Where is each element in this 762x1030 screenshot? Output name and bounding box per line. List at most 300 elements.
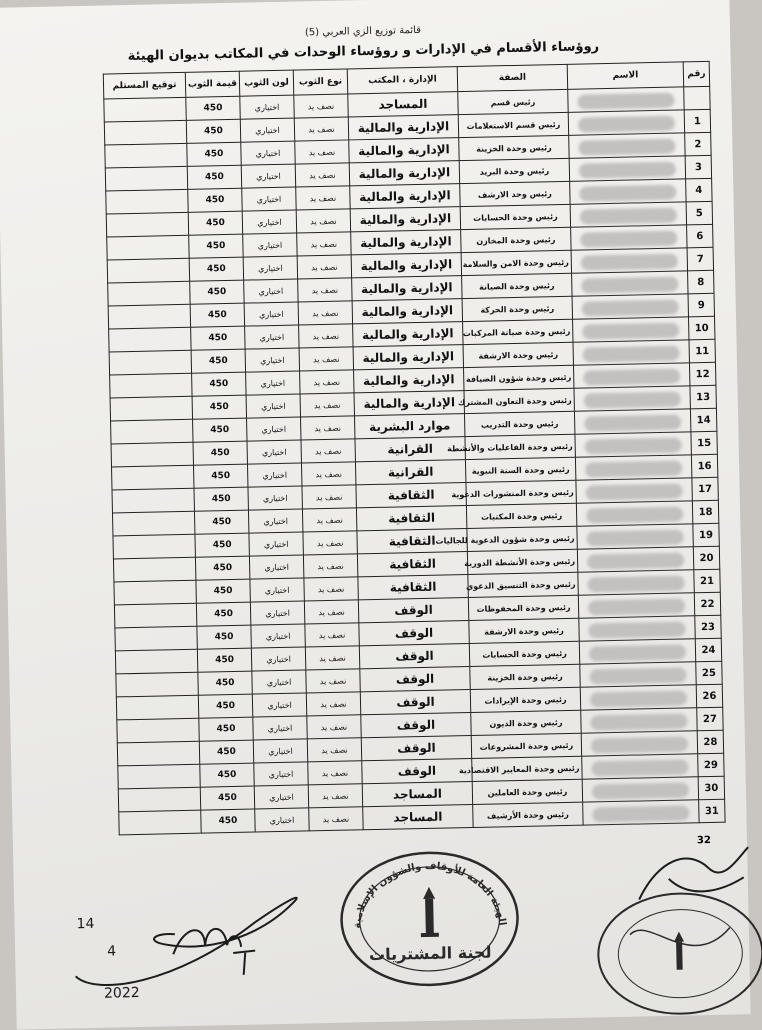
row-name-redacted xyxy=(581,708,697,733)
minaret-icon xyxy=(674,932,685,970)
row-number: 27 xyxy=(697,707,723,731)
redaction-blur xyxy=(589,644,687,661)
row-department: الإدارية والمالية xyxy=(353,322,463,347)
row-receiver-signature xyxy=(106,189,188,214)
row-department: الإدارية والمالية xyxy=(350,207,460,232)
row-garment-value: 450 xyxy=(192,395,246,419)
header-name: الاسم xyxy=(567,62,683,89)
row-garment-color: اختياري xyxy=(250,601,304,625)
row-title: رئيس قسم الاستعلامات xyxy=(458,112,568,137)
redaction-blur xyxy=(590,736,688,753)
row-garment-color: اختياري xyxy=(255,808,309,832)
redaction-blur xyxy=(592,805,690,822)
row-name-redacted xyxy=(577,547,693,572)
row-receiver-signature xyxy=(116,672,198,697)
row-department: الثقافية xyxy=(356,483,466,508)
row-title: رئيس وحدة البريد xyxy=(459,158,569,183)
row-receiver-signature xyxy=(110,396,192,421)
row-department: القرانية xyxy=(355,460,465,485)
row-title: رئيس وحدة صيانة المركبات xyxy=(463,319,573,344)
row-number: 14 xyxy=(690,408,716,432)
row-receiver-signature xyxy=(113,534,195,559)
row-garment-value: 450 xyxy=(186,119,240,143)
row-department: الثقافية xyxy=(356,506,466,531)
row-department: الإدارية والمالية xyxy=(349,161,459,186)
row-garment-value: 450 xyxy=(187,165,241,189)
row-name-redacted xyxy=(576,478,692,503)
row-garment-color: اختياري xyxy=(247,417,301,441)
row-title: رئيس وحدة الحسابات xyxy=(469,641,579,666)
row-garment-type: نصف يد xyxy=(297,232,351,256)
stamp-ring-text: الهيئة العامة للأوقاف والشؤون الإسلامية xyxy=(351,860,508,930)
row-number: 17 xyxy=(692,477,718,501)
row-garment-value: 450 xyxy=(200,763,254,787)
row-name-redacted xyxy=(577,524,693,549)
row-name-redacted xyxy=(574,409,690,434)
row-receiver-signature xyxy=(105,143,187,168)
row-receiver-signature xyxy=(112,511,194,536)
redaction-blur xyxy=(581,299,679,316)
row-receiver-signature xyxy=(104,120,186,145)
distribution-table xyxy=(103,61,726,836)
redaction-blur xyxy=(585,483,683,500)
row-garment-color: اختياري xyxy=(241,141,295,165)
row-receiver-signature xyxy=(107,235,189,260)
row-department: الوقف xyxy=(361,712,471,737)
last-row-number: 32 xyxy=(696,834,712,847)
row-name-redacted xyxy=(576,501,692,526)
row-title: رئيس وحدة الحسابات xyxy=(460,204,570,229)
redaction-blur xyxy=(580,253,678,270)
row-number: 23 xyxy=(695,615,721,639)
row-title: رئيس وحدة الفاعليات والأنشطة xyxy=(465,434,575,459)
row-title: رئيس وحدة المنشورات الدعوية xyxy=(466,480,576,505)
row-department: المساجد xyxy=(362,781,472,806)
row-garment-color: اختياري xyxy=(247,440,301,464)
row-department: الإدارية والمالية xyxy=(354,391,464,416)
row-garment-type: نصف يد xyxy=(295,140,349,164)
row-title: رئيس وحدة التعاون المشترك xyxy=(464,388,574,413)
row-department: المساجد xyxy=(348,92,458,117)
row-title: رئيس وحدة شؤون الدعوية للجاليات xyxy=(467,526,577,551)
row-name-redacted xyxy=(572,271,688,296)
row-garment-color: اختياري xyxy=(246,394,300,418)
row-garment-color: اختياري xyxy=(240,95,294,119)
list-number: قائمة توزيع الزي العربي (5) xyxy=(304,24,422,39)
signature-date-day: 14 xyxy=(76,915,95,933)
row-garment-value: 450 xyxy=(195,533,249,557)
row-receiver-signature xyxy=(110,373,192,398)
row-name-redacted xyxy=(581,731,697,756)
row-garment-type: نصف يد xyxy=(307,738,361,762)
redaction-blur xyxy=(578,161,676,178)
handwritten-signature xyxy=(54,881,326,1007)
row-garment-type: نصف يد xyxy=(294,117,348,141)
row-garment-color: اختياري xyxy=(245,325,299,349)
row-name-redacted xyxy=(583,800,699,825)
row-garment-type: نصف يد xyxy=(301,416,355,440)
row-department: الإدارية والمالية xyxy=(352,276,462,301)
row-name-redacted xyxy=(569,133,685,158)
row-title: رئيس وحدة المخازن xyxy=(461,227,571,252)
row-department: المساجد xyxy=(363,804,473,829)
row-department: القرانية xyxy=(355,437,465,462)
row-receiver-signature xyxy=(114,580,196,605)
row-garment-color: اختياري xyxy=(240,118,294,142)
row-name-redacted xyxy=(574,386,690,411)
row-receiver-signature xyxy=(107,258,189,283)
row-department: الوقف xyxy=(360,667,470,692)
row-garment-color: اختياري xyxy=(254,785,308,809)
header-garment-color: لون الثوب xyxy=(239,70,294,96)
row-department: الإدارية والمالية xyxy=(351,253,461,278)
minaret-icon xyxy=(420,887,439,937)
row-number: 22 xyxy=(694,592,720,616)
row-receiver-signature xyxy=(114,603,196,628)
row-title: رئيس وحدة الارشفة xyxy=(463,342,573,367)
row-garment-value: 450 xyxy=(194,510,248,534)
row-garment-value: 450 xyxy=(186,96,240,120)
row-garment-type: نصف يد xyxy=(304,600,358,624)
row-garment-color: اختياري xyxy=(244,279,298,303)
row-department: الوقف xyxy=(359,644,469,669)
redaction-blur xyxy=(578,138,676,155)
row-garment-color: اختياري xyxy=(249,555,303,579)
row-title: رئيس وحدة الخزينة xyxy=(459,135,569,160)
redaction-blur xyxy=(588,621,686,638)
row-garment-type: نصف يد xyxy=(301,439,355,463)
row-garment-color: اختياري xyxy=(243,256,297,280)
row-title: رئيس وحدة الخزينة xyxy=(470,664,580,689)
row-number: 25 xyxy=(696,661,722,685)
row-name-redacted xyxy=(573,363,689,388)
row-number: 9 xyxy=(688,293,714,317)
redaction-blur xyxy=(589,690,687,707)
row-garment-color: اختياري xyxy=(243,233,297,257)
row-receiver-signature xyxy=(109,350,191,375)
row-garment-color: اختياري xyxy=(247,463,301,487)
row-title: رئيس وحدة الأنشطة الدورية xyxy=(467,549,577,574)
row-receiver-signature xyxy=(113,557,195,582)
header-garment-value: قيمة الثوب xyxy=(185,71,240,97)
row-number: 18 xyxy=(692,500,718,524)
row-number: 24 xyxy=(695,638,721,662)
redaction-blur xyxy=(585,460,683,477)
row-garment-value: 450 xyxy=(198,694,252,718)
row-garment-value: 450 xyxy=(187,142,241,166)
row-garment-color: اختياري xyxy=(254,762,308,786)
row-garment-value: 450 xyxy=(189,257,243,281)
row-garment-color: اختياري xyxy=(249,532,303,556)
row-name-redacted xyxy=(570,179,686,204)
row-number: 10 xyxy=(689,316,715,340)
row-garment-type: نصف يد xyxy=(302,485,356,509)
row-garment-type: نصف يد xyxy=(299,324,353,348)
row-name-redacted xyxy=(569,156,685,181)
row-garment-type: نصف يد xyxy=(299,347,353,371)
row-name-redacted xyxy=(580,685,696,710)
row-garment-value: 450 xyxy=(199,740,253,764)
row-garment-value: 450 xyxy=(190,280,244,304)
row-receiver-signature xyxy=(119,810,201,835)
row-name-redacted xyxy=(582,754,698,779)
row-garment-value: 450 xyxy=(201,809,255,833)
stamp-text: لجنة المشتريات xyxy=(368,942,492,965)
row-garment-type: نصف يد xyxy=(301,462,355,486)
row-receiver-signature xyxy=(108,281,190,306)
row-garment-type: نصف يد xyxy=(308,761,362,785)
row-name-redacted xyxy=(573,340,689,365)
row-name-redacted xyxy=(568,110,684,135)
signature-date-year: 2022 xyxy=(103,984,140,1002)
redaction-blur xyxy=(579,184,677,201)
redaction-blur xyxy=(586,506,684,523)
row-receiver-signature xyxy=(108,304,190,329)
row-receiver-signature xyxy=(115,649,197,674)
row-department: الوقف xyxy=(359,621,469,646)
row-title: رئيس وحدة الارشفة xyxy=(469,618,579,643)
row-number: 6 xyxy=(687,224,713,248)
row-receiver-signature xyxy=(105,166,187,191)
row-receiver-signature xyxy=(115,626,197,651)
row-department: الإدارية والمالية xyxy=(349,138,459,163)
row-title: رئيس وحدة الأرشيف xyxy=(473,802,583,827)
row-garment-type: نصف يد xyxy=(302,508,356,532)
row-garment-type: نصف يد xyxy=(298,278,352,302)
row-number: 1 xyxy=(684,109,710,133)
row-garment-type: نصف يد xyxy=(309,807,363,831)
row-garment-type: نصف يد xyxy=(296,209,350,233)
row-garment-type: نصف يد xyxy=(298,301,352,325)
row-department: الإدارية والمالية xyxy=(353,345,463,370)
redaction-blur xyxy=(577,115,675,132)
row-garment-type: نصف يد xyxy=(303,531,357,555)
row-garment-type: نصف يد xyxy=(305,646,359,670)
row-title: رئيس وحدة التدريب xyxy=(464,411,574,436)
row-name-redacted xyxy=(573,317,689,342)
row-receiver-signature xyxy=(109,327,191,352)
header-department: الإدارة ، المكتب xyxy=(347,67,457,94)
row-garment-value: 450 xyxy=(198,671,252,695)
row-garment-value: 450 xyxy=(193,441,247,465)
row-garment-color: اختياري xyxy=(251,647,305,671)
row-name-redacted xyxy=(580,662,696,687)
row-garment-type: نصف يد xyxy=(300,370,354,394)
row-number: 2 xyxy=(685,132,711,156)
row-name-redacted xyxy=(568,87,684,112)
row-number: 3 xyxy=(685,155,711,179)
row-receiver-signature xyxy=(104,97,186,122)
redaction-blur xyxy=(591,782,689,799)
row-name-redacted xyxy=(579,616,695,641)
header-garment-type: نوع الثوب xyxy=(293,69,348,95)
row-title: رئيس وحد الارشف xyxy=(460,181,570,206)
row-garment-color: اختياري xyxy=(245,348,299,372)
row-department: الثقافية xyxy=(357,552,467,577)
row-garment-type: نصف يد xyxy=(295,163,349,187)
redaction-blur xyxy=(577,92,675,109)
row-garment-value: 450 xyxy=(193,418,247,442)
row-department: الثقافية xyxy=(358,575,468,600)
redaction-blur xyxy=(589,667,687,684)
row-garment-value: 450 xyxy=(197,648,251,672)
row-title: رئيس وحدة العاملين xyxy=(472,779,582,804)
row-name-redacted xyxy=(579,639,695,664)
row-name-redacted xyxy=(578,570,694,595)
row-garment-color: اختياري xyxy=(242,187,296,211)
row-garment-type: نصف يد xyxy=(305,623,359,647)
row-garment-type: نصف يد xyxy=(296,186,350,210)
row-garment-value: 450 xyxy=(192,372,246,396)
row-number: 30 xyxy=(698,776,724,800)
row-receiver-signature xyxy=(111,442,193,467)
row-number xyxy=(684,86,710,110)
row-name-redacted xyxy=(578,593,694,618)
row-name-redacted xyxy=(571,248,687,273)
row-receiver-signature xyxy=(112,465,194,490)
row-department: الإدارية والمالية xyxy=(354,368,464,393)
row-number: 4 xyxy=(686,178,712,202)
row-number: 19 xyxy=(693,523,719,547)
row-department: الإدارية والمالية xyxy=(352,299,462,324)
redaction-blur xyxy=(587,552,685,569)
redaction-blur xyxy=(579,207,677,224)
row-number: 29 xyxy=(698,753,724,777)
row-department: الإدارية والمالية xyxy=(350,184,460,209)
redaction-blur xyxy=(582,322,680,339)
row-title: رئيس وحدة التنسيق الدعوي xyxy=(468,572,578,597)
row-garment-color: اختياري xyxy=(244,302,298,326)
redaction-blur xyxy=(590,713,688,730)
row-number: 28 xyxy=(697,730,723,754)
row-title: رئيس وحدة الصيانة xyxy=(462,273,572,298)
row-title: رئيس وحدة الامن والسلامة xyxy=(461,250,571,275)
row-number: 5 xyxy=(686,201,712,225)
row-garment-type: نصف يد xyxy=(294,94,348,118)
row-garment-type: نصف يد xyxy=(297,255,351,279)
row-number: 26 xyxy=(696,684,722,708)
redaction-blur xyxy=(580,230,678,247)
row-number: 15 xyxy=(691,431,717,455)
row-name-redacted xyxy=(575,455,691,480)
row-name-redacted xyxy=(582,777,698,802)
row-title: رئيس وحدة الديون xyxy=(471,710,581,735)
row-title: رئيس وحدة السنة النبوية xyxy=(465,457,575,482)
row-name-redacted xyxy=(570,202,686,227)
row-receiver-signature xyxy=(116,695,198,720)
row-department: الثقافية xyxy=(357,529,467,554)
row-garment-type: نصف يد xyxy=(303,554,357,578)
row-garment-type: نصف يد xyxy=(306,669,360,693)
row-receiver-signature xyxy=(117,718,199,743)
row-number: 7 xyxy=(687,247,713,271)
row-garment-color: اختياري xyxy=(241,164,295,188)
row-garment-value: 450 xyxy=(196,602,250,626)
table-body xyxy=(104,86,725,835)
row-title: رئيس وحدة الإيرادات xyxy=(470,687,580,712)
row-title: رئيس قسم xyxy=(458,89,568,114)
row-receiver-signature xyxy=(111,419,193,444)
row-number: 13 xyxy=(690,385,716,409)
row-garment-type: نصف يد xyxy=(308,784,362,808)
row-garment-type: نصف يد xyxy=(306,692,360,716)
row-title: رئيس وحدة المشروعات xyxy=(471,733,581,758)
row-title: رئيس وحدة المعايير الاقتصادية xyxy=(472,756,582,781)
row-garment-value: 450 xyxy=(196,579,250,603)
row-department: الوقف xyxy=(362,758,472,783)
row-number: 31 xyxy=(699,799,725,823)
row-garment-color: اختياري xyxy=(248,509,302,533)
row-garment-value: 450 xyxy=(200,786,254,810)
redaction-blur xyxy=(586,529,684,546)
row-garment-color: اختياري xyxy=(251,624,305,648)
row-garment-value: 450 xyxy=(194,487,248,511)
row-garment-value: 450 xyxy=(190,303,244,327)
row-department: الإدارية والمالية xyxy=(348,115,458,140)
redaction-blur xyxy=(583,368,681,385)
row-garment-value: 450 xyxy=(188,211,242,235)
row-garment-color: اختياري xyxy=(246,371,300,395)
document-title: روؤساء الأقسام في الإدارات و روؤساء الوحدات في المكاتب بديوان الهيئة xyxy=(127,39,600,65)
second-signature xyxy=(628,834,760,920)
row-garment-value: 450 xyxy=(197,625,251,649)
row-garment-color: اختياري xyxy=(252,693,306,717)
row-number: 11 xyxy=(689,339,715,363)
row-name-redacted xyxy=(572,294,688,319)
row-garment-color: اختياري xyxy=(248,486,302,510)
row-garment-type: نصف يد xyxy=(304,577,358,601)
purchasing-committee-stamp xyxy=(333,837,526,991)
header-receiver-signature: توقيع المستلم xyxy=(103,72,186,99)
row-number: 21 xyxy=(694,569,720,593)
row-title: رئيس وحدة المحفوظات xyxy=(468,595,578,620)
row-number: 16 xyxy=(691,454,717,478)
row-name-redacted xyxy=(571,225,687,250)
redaction-blur xyxy=(584,437,682,454)
row-garment-color: اختياري xyxy=(242,210,296,234)
header-number: رقم xyxy=(683,61,710,87)
redaction-blur xyxy=(587,575,685,592)
row-title: رئيس وحدة الحركة xyxy=(462,296,572,321)
row-number: 12 xyxy=(689,362,715,386)
redaction-blur xyxy=(581,276,679,293)
row-receiver-signature xyxy=(112,488,194,513)
row-title: رئيس وحدة المكتبات xyxy=(466,503,576,528)
row-department: الوقف xyxy=(358,598,468,623)
row-number: 8 xyxy=(688,270,714,294)
row-garment-value: 450 xyxy=(191,326,245,350)
row-receiver-signature xyxy=(118,787,200,812)
row-receiver-signature xyxy=(106,212,188,237)
row-title: رئيس وحدة شؤون الضيافة xyxy=(464,365,574,390)
row-garment-value: 450 xyxy=(194,464,248,488)
row-name-redacted xyxy=(575,432,691,457)
redaction-blur xyxy=(584,414,682,431)
row-receiver-signature xyxy=(118,764,200,789)
row-garment-value: 450 xyxy=(188,188,242,212)
row-number: 20 xyxy=(693,546,719,570)
row-garment-color: اختياري xyxy=(253,716,307,740)
row-department: الوقف xyxy=(360,690,470,715)
redaction-blur xyxy=(588,598,686,615)
redaction-blur xyxy=(582,345,680,362)
row-garment-color: اختياري xyxy=(253,739,307,763)
row-department: موارد البشرية xyxy=(355,414,465,439)
row-garment-value: 450 xyxy=(195,556,249,580)
row-receiver-signature xyxy=(117,741,199,766)
redaction-blur xyxy=(591,759,689,776)
row-garment-value: 450 xyxy=(191,349,245,373)
